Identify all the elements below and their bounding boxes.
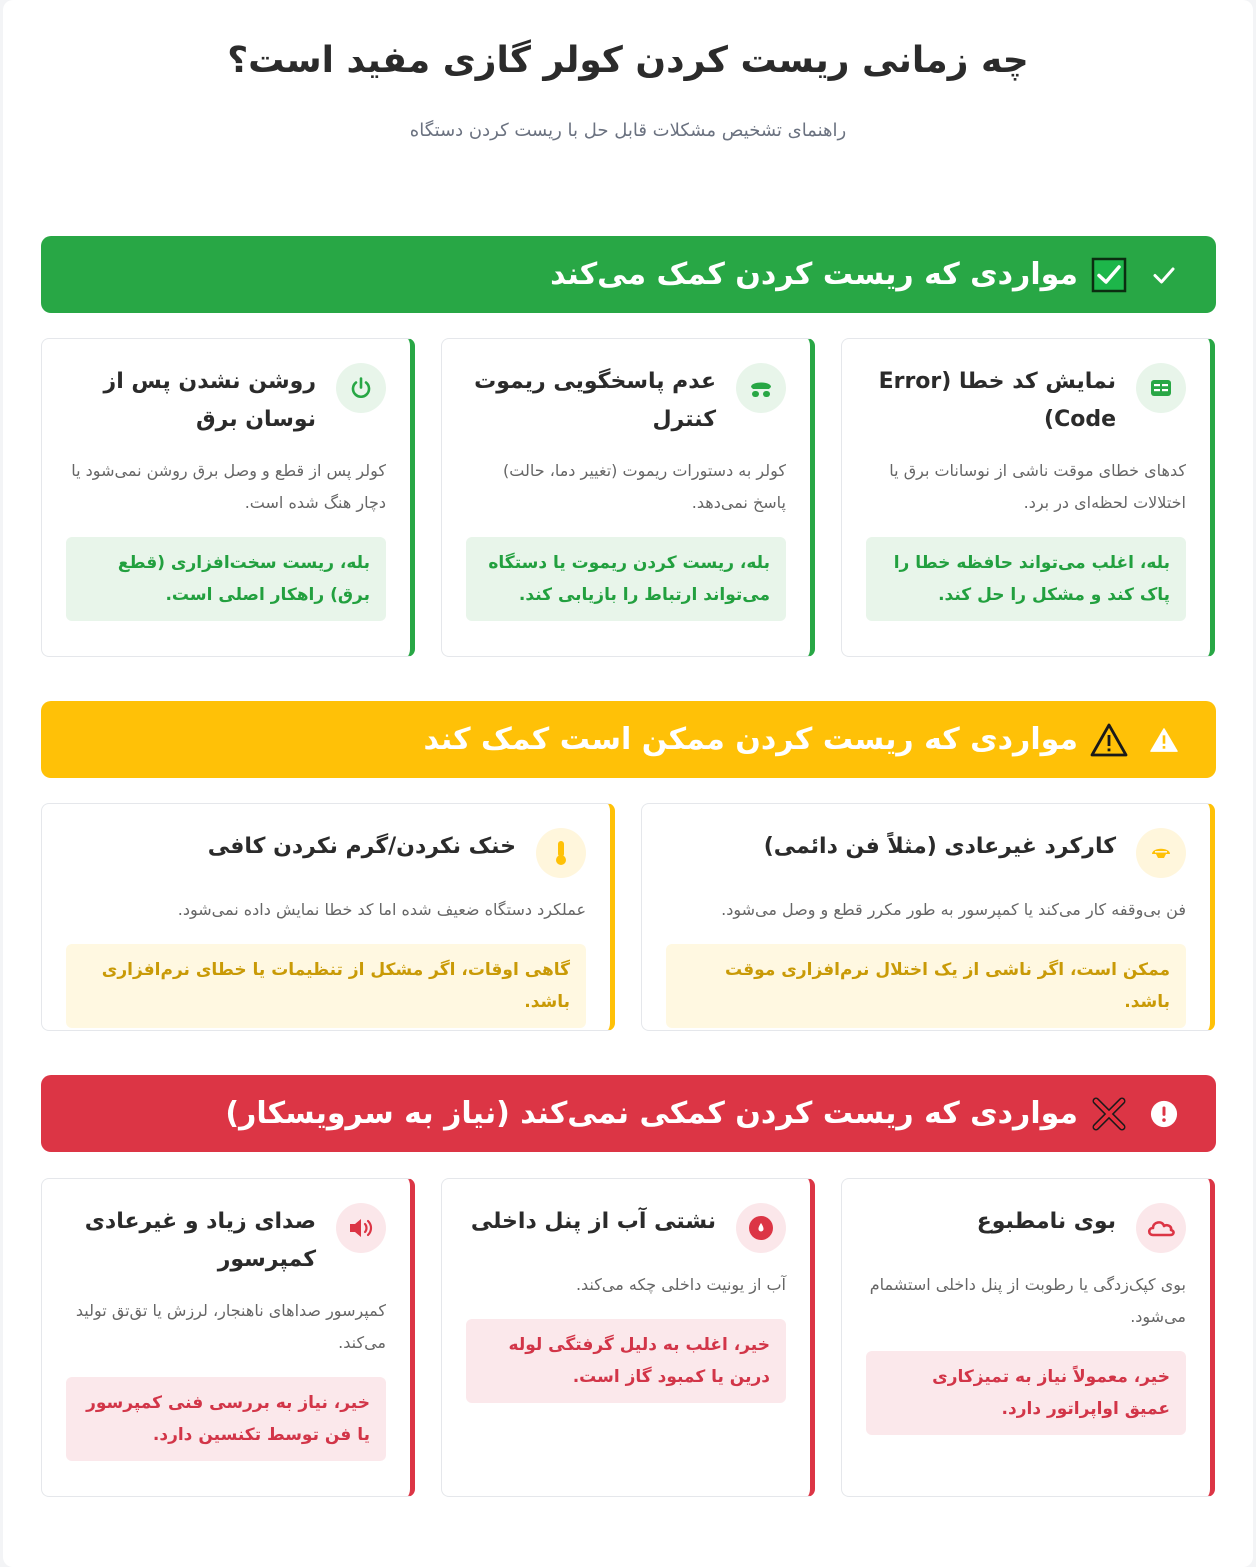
- card-bad-smell: [841, 1178, 1215, 1497]
- fan-icon: [1136, 828, 1186, 878]
- card-title: نشتی آب از پنل داخلی: [470, 1209, 716, 1234]
- card-title: عدم پاسخگویی ریموت کنترل: [474, 369, 716, 432]
- card-power-fluctuation: [41, 338, 415, 657]
- card-answer: بله، اغلب می‌تواند حافظه خطا را پاک کند و مشکل را حل کند.: [866, 537, 1186, 621]
- card-description: کولر به دستورات ریموت (تغییر دما، حالت) پاسخ نمی‌دهد.: [503, 461, 786, 512]
- warning-icon: [1150, 726, 1178, 754]
- page-subtitle: راهنمای تشخیص مشکلات قابل حل با ریست کردن دستگاه: [409, 120, 847, 141]
- card-title: روشن نشدن پس از نوسان برق: [103, 369, 316, 432]
- check-icon: [1150, 261, 1178, 289]
- card-remote-unresponsive: [441, 338, 815, 657]
- card-description: آب از یونیت داخلی چکه می‌کند.: [575, 1275, 786, 1294]
- card-compressor-noise: [41, 1178, 415, 1497]
- card-answer: بله، ریست کردن ریموت یا دستگاه می‌تواند ارتباط را بازیابی کند.: [466, 537, 786, 621]
- card-title: صدای زیاد و غیرعادی کمپرسور: [84, 1209, 316, 1272]
- water-drop-icon: [736, 1203, 786, 1253]
- card-answer: خیر، اغلب به دلیل گرفتگی لوله درین یا کمبود گاز است.: [466, 1319, 786, 1403]
- thermometer-icon: [536, 828, 586, 878]
- card-title: کارکرد غیرعادی (مثلاً فن دائمی): [763, 834, 1116, 859]
- card-description: کمپرسور صداهای ناهنجار، لرزش یا تق‌تق تولید می‌کند.: [75, 1301, 386, 1352]
- card-description: فن بی‌وقفه کار می‌کند یا کمپرسور به طور مکرر قطع و وصل می‌شود.: [721, 900, 1186, 919]
- card-description: کدهای خطای موقت ناشی از نوسانات برق یا اختلالات لحظه‌ای در برد.: [889, 461, 1186, 512]
- card-title: نمایش کد خطا (Error Code): [878, 369, 1116, 432]
- page: [3, 0, 1253, 1567]
- section-banner-maybe: [41, 701, 1216, 778]
- section-title: مواردی که ریست کردن کمکی نمی‌کند (نیاز به سرویسکار): [225, 1096, 1078, 1131]
- smell-cloud-icon: [1136, 1203, 1186, 1253]
- warning-outline-icon: [1090, 721, 1128, 759]
- section-banner-no-help: [41, 1075, 1216, 1152]
- section-banner-helps: [41, 236, 1216, 313]
- error-code-icon: [1136, 363, 1186, 413]
- exclamation-icon: [1150, 1100, 1178, 1128]
- card-error-code: [841, 338, 1215, 657]
- power-icon: [336, 363, 386, 413]
- card-water-leak: [441, 1178, 815, 1497]
- card-answer: خیر، معمولاً نیاز به تمیزکاری عمیق اواپراتور دارد.: [866, 1351, 1186, 1435]
- card-answer: خیر، نیاز به بررسی فنی کمپرسور یا فن توسط تکنسین دارد.: [66, 1377, 386, 1461]
- card-answer: بله، ریست سخت‌افزاری (قطع برق) راهکار اصلی است.: [66, 537, 386, 621]
- card-answer: ممکن است، اگر ناشی از یک اختلال نرم‌افزاری موقت باشد.: [666, 944, 1186, 1028]
- speaker-icon: [336, 1203, 386, 1253]
- page-title: چه زمانی ریست کردن کولر گازی مفید است؟: [227, 40, 1029, 81]
- cross-icon: [1090, 1095, 1128, 1133]
- card-description: بوی کپک‌زدگی یا رطوبت از پنل داخلی استشمام می‌شود.: [869, 1275, 1186, 1326]
- card-title: خنک نکردن/گرم نکردن کافی: [207, 834, 516, 859]
- card-insufficient-cooling: [41, 803, 615, 1031]
- card-title: بوی نامطبوع: [976, 1209, 1116, 1234]
- card-answer: گاهی اوقات، اگر مشکل از تنظیمات یا خطای نرم‌افزاری باشد.: [66, 944, 586, 1028]
- card-abnormal-operation: [641, 803, 1215, 1031]
- remote-control-icon: [736, 363, 786, 413]
- section-title: مواردی که ریست کردن کمک می‌کند: [550, 257, 1078, 292]
- section-title: مواردی که ریست کردن ممکن است کمک کند: [423, 722, 1078, 757]
- check-box-icon: [1090, 256, 1128, 294]
- card-description: کولر پس از قطع و وصل برق روشن نمی‌شود یا دچار هنگ شده است.: [71, 461, 386, 512]
- card-description: عملکرد دستگاه ضعیف شده اما کد خطا نمایش داده نمی‌شود.: [177, 900, 586, 919]
